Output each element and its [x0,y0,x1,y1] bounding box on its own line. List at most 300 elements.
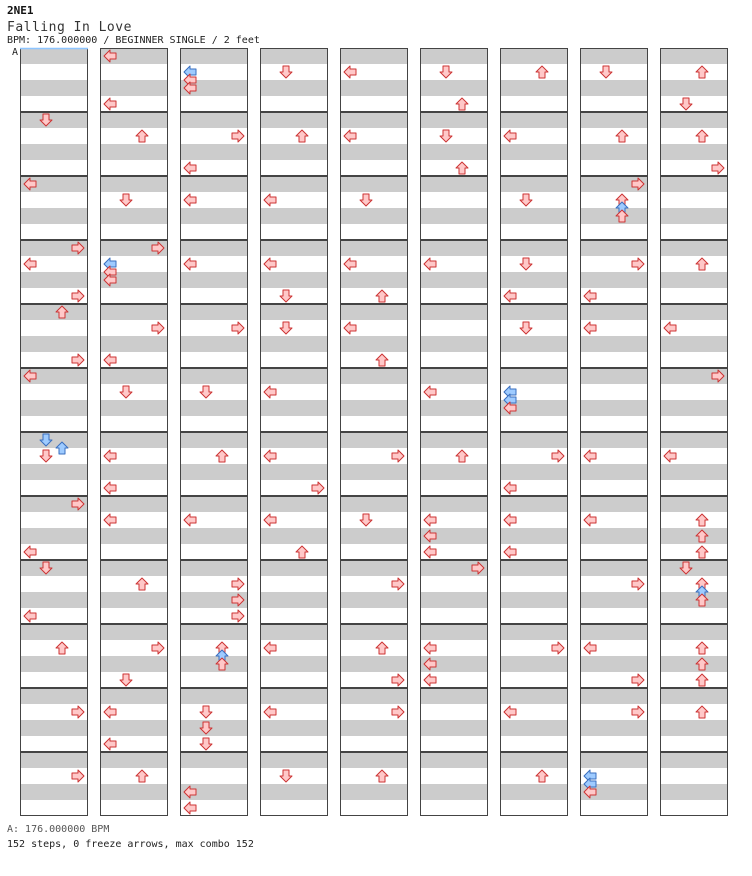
beat-band [100,528,168,544]
step-arrow-down [280,770,292,782]
beat-band [420,192,488,208]
step-arrow-left [184,82,196,94]
beat-band [100,736,168,752]
beat-band [580,656,648,672]
measure-border [21,241,88,304]
measure-border [661,305,728,368]
beat-band [260,384,328,400]
step-arrow-left [184,194,196,206]
beat-band [180,688,248,704]
beat-band [340,576,408,592]
beat-band [20,768,88,784]
step-arrow-down [680,562,692,574]
beat-band [20,688,88,704]
beat-band [420,640,488,656]
beat-band [260,128,328,144]
measure [180,432,248,496]
measure-border [21,561,88,624]
beat-band [340,688,408,704]
measure-border [101,49,168,112]
measure-border [501,689,568,752]
step-arrow-down [440,130,452,142]
beat-band [100,320,168,336]
step-arrow-left [104,738,116,750]
beat-band [580,608,648,624]
beat-band [20,432,88,448]
step-arrow-left [584,290,596,302]
beat-band [20,704,88,720]
beat-band [340,128,408,144]
measure [580,368,648,432]
beat-band [660,272,728,288]
beat-band [100,784,168,800]
beat-band [500,208,568,224]
beat-band [500,800,568,816]
beat-band [260,544,328,560]
step-arrow-left [584,770,596,782]
measure [260,112,328,176]
beat-band [660,128,728,144]
beat-band [580,448,648,464]
beat-band [180,752,248,768]
beat-band [260,560,328,576]
beat-band [420,80,488,96]
step-arrow-left [184,162,196,174]
beat-band [260,304,328,320]
beat-band [100,672,168,688]
step-arrow-up [696,674,708,686]
song-title: Falling In Love [7,20,132,35]
measure-border [581,561,648,624]
step-arrow-left [104,482,116,494]
step-arrow-up [616,194,628,206]
beat-band [420,544,488,560]
beat-band [180,304,248,320]
beat-band [660,688,728,704]
step-arrow-left [424,642,436,654]
beat-band [660,352,728,368]
measure [580,560,648,624]
beat-band [420,224,488,240]
measure [420,624,488,688]
step-arrow-up [376,290,388,302]
beat-band [660,416,728,432]
step-arrow-right [552,642,564,654]
step-arrow-right [632,178,644,190]
beat-band [660,160,728,176]
step-arrow-up [56,442,68,454]
step-arrow-up [456,162,468,174]
step-arrow-left [424,546,436,558]
measure [660,176,728,240]
beat-band [660,336,728,352]
measure [340,368,408,432]
beat-band [180,384,248,400]
beat-band [580,144,648,160]
beat-band [340,368,408,384]
beat-band [260,336,328,352]
measure [20,496,88,560]
beat-band [420,256,488,272]
beat-band [340,448,408,464]
measure-border [21,369,88,432]
beat-band [100,448,168,464]
beat-band [500,544,568,560]
measure-border [421,241,488,304]
beat-band [100,288,168,304]
measure-border [21,753,88,816]
measure-border [261,433,328,496]
beat-band [340,160,408,176]
step-arrow-down [520,258,532,270]
beat-band [340,96,408,112]
beat-band [260,608,328,624]
step-arrow-left [584,778,596,790]
measure [420,176,488,240]
beat-band [660,288,728,304]
step-arrow-left [104,266,116,278]
measure-border [661,433,728,496]
measure-border [261,177,328,240]
beat-band [20,496,88,512]
beat-band [420,448,488,464]
step-arrow-up [696,514,708,526]
beat-band [580,704,648,720]
step-arrow-left [504,386,516,398]
beat-band [20,752,88,768]
step-arrow-up [216,642,228,654]
beat-band [580,224,648,240]
beat-band [260,512,328,528]
beat-band [340,416,408,432]
measure-border [101,497,168,560]
step-arrow-up [696,66,708,78]
beat-band [500,688,568,704]
step-arrow-up [456,450,468,462]
beat-band [420,144,488,160]
measure [260,496,328,560]
beat-band [500,400,568,416]
beat-band [180,160,248,176]
step-arrow-left [424,530,436,542]
measure [260,432,328,496]
beat-band [20,144,88,160]
step-arrow-left [584,642,596,654]
beat-band [580,192,648,208]
beat-band [180,288,248,304]
beat-band [100,352,168,368]
beat-band [20,368,88,384]
beat-band [100,608,168,624]
step-arrow-down [120,194,132,206]
measure-border [341,241,408,304]
beat-band [20,288,88,304]
beat-band [260,80,328,96]
measure [180,688,248,752]
step-arrow-right [72,242,84,254]
beat-band [500,752,568,768]
measure [100,432,168,496]
beat-band [20,240,88,256]
beat-band [420,576,488,592]
beat-band [500,112,568,128]
measure [500,48,568,112]
beat-band [500,96,568,112]
beat-band [20,224,88,240]
step-arrow-left [344,66,356,78]
step-arrow-up [216,650,228,662]
measure-border [261,561,328,624]
measure [20,112,88,176]
measure [500,560,568,624]
beat-band [260,176,328,192]
beat-band [580,368,648,384]
step-arrow-down [200,738,212,750]
beat-band [100,192,168,208]
measure-border [581,433,648,496]
beat-band [100,256,168,272]
measure [260,624,328,688]
beat-band [660,720,728,736]
beat-band [180,640,248,656]
measure [340,176,408,240]
measure-border [421,753,488,816]
step-arrow-up [696,130,708,142]
measure-border [101,305,168,368]
beat-band [260,320,328,336]
measure [500,752,568,816]
beat-band [500,768,568,784]
step-arrow-left [24,370,36,382]
beat-band [340,608,408,624]
step-arrow-right [472,562,484,574]
measure-border [661,177,728,240]
beat-band [660,304,728,320]
beat-band [100,624,168,640]
beat-band [660,608,728,624]
measure-border [661,753,728,816]
beat-band [260,96,328,112]
beat-band [660,256,728,272]
beat-band [260,688,328,704]
beat-band [420,384,488,400]
beat-band [340,272,408,288]
beat-band [340,224,408,240]
beat-band [260,768,328,784]
beat-band [340,800,408,816]
beat-band [660,144,728,160]
beat-band [340,720,408,736]
beat-band [180,320,248,336]
measure [100,560,168,624]
beat-band [580,352,648,368]
beat-band [660,544,728,560]
measure-border [661,49,728,112]
step-arrow-up [376,354,388,366]
step-arrow-right [72,498,84,510]
measure-border [581,625,648,688]
beat-band [20,528,88,544]
measure [20,240,88,304]
beat-band [260,784,328,800]
measure-border [501,625,568,688]
step-arrow-right [392,578,404,590]
beat-band [20,208,88,224]
beat-band [180,720,248,736]
beat-band [500,656,568,672]
beat-band [20,272,88,288]
step-arrow-right [632,578,644,590]
measure-border [181,753,248,816]
measure [420,240,488,304]
beat-band [660,240,728,256]
measure [340,496,408,560]
measure [340,688,408,752]
measure-border [341,497,408,560]
step-arrow-down [520,322,532,334]
beat-band [580,336,648,352]
bpm-legend: A: 176.000000 BPM [7,824,110,835]
beat-band [260,464,328,480]
measure-border [21,305,88,368]
beat-band [260,208,328,224]
measure [100,752,168,816]
step-arrow-left [344,130,356,142]
step-arrow-up [616,210,628,222]
measure [580,752,648,816]
measure [580,176,648,240]
beat-band [580,272,648,288]
beat-band [580,64,648,80]
step-arrow-down [40,114,52,126]
beat-band [20,672,88,688]
measure [500,368,568,432]
beat-band [180,592,248,608]
step-arrow-down [200,386,212,398]
beat-band [180,224,248,240]
beat-band [580,592,648,608]
beat-band [100,544,168,560]
beat-band [580,112,648,128]
beat-band [580,80,648,96]
beat-band [500,352,568,368]
measure-border [661,241,728,304]
measure [420,48,488,112]
measure-border [661,113,728,176]
beat-band [20,48,88,64]
measure [660,496,728,560]
measure [20,624,88,688]
beat-band [20,480,88,496]
beat-band [660,784,728,800]
beat-band [500,432,568,448]
beat-band [180,96,248,112]
measure-border [101,369,168,432]
measure-border [341,49,408,112]
measure [580,624,648,688]
beat-band [500,336,568,352]
beat-band [500,528,568,544]
step-arrow-right [232,594,244,606]
beat-band [420,160,488,176]
beat-band [100,336,168,352]
step-arrow-left [24,258,36,270]
step-arrow-up [696,706,708,718]
measure-border [581,753,648,816]
beat-band [340,64,408,80]
step-arrow-right [712,162,724,174]
step-arrow-left [24,610,36,622]
beat-band [180,48,248,64]
step-arrow-left [504,290,516,302]
beat-band [340,672,408,688]
step-arrow-right [552,450,564,462]
beat-band [580,720,648,736]
beat-band [260,736,328,752]
beat-band [500,176,568,192]
beat-band [580,176,648,192]
beat-band [100,656,168,672]
beat-band [180,576,248,592]
beat-band [180,768,248,784]
artist-name: 2NE1 [7,4,34,17]
beat-band [180,464,248,480]
step-arrow-down [440,66,452,78]
measure [660,560,728,624]
measure [100,112,168,176]
bpm-marker-label: A [12,47,19,58]
measure-border [421,177,488,240]
beat-band [660,384,728,400]
step-arrow-left [664,322,676,334]
measure [500,176,568,240]
step-arrow-left [264,514,276,526]
step-arrow-left [264,258,276,270]
measure [260,368,328,432]
beat-band [100,416,168,432]
step-arrow-up [696,546,708,558]
beat-band [420,272,488,288]
step-arrow-right [232,130,244,142]
beat-band [580,128,648,144]
beat-band [500,48,568,64]
beat-band [660,64,728,80]
measure-border [181,113,248,176]
step-arrow-right [232,322,244,334]
step-arrow-down [280,66,292,78]
beat-band [580,768,648,784]
beat-band [580,48,648,64]
beat-band [500,720,568,736]
step-arrow-left [504,402,516,414]
beat-band [180,272,248,288]
measure [580,688,648,752]
beat-band [260,704,328,720]
step-arrow-down [360,514,372,526]
beat-band [340,480,408,496]
beat-band [420,432,488,448]
beat-band [180,80,248,96]
beat-band [660,496,728,512]
step-arrow-left [184,514,196,526]
measure [20,432,88,496]
beat-band [580,624,648,640]
measure [500,432,568,496]
beat-band [100,144,168,160]
step-arrow-down [40,434,52,446]
beat-band [340,400,408,416]
measure-border [261,753,328,816]
